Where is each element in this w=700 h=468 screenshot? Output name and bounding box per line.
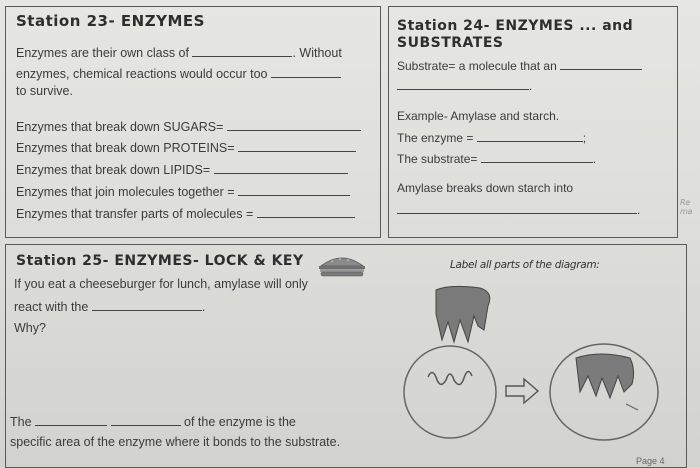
lock-key-diagram	[390, 280, 680, 445]
blank[interactable]	[481, 151, 593, 163]
blank[interactable]	[111, 414, 181, 426]
diagram-label: Label all parts of the diagram:	[450, 259, 600, 271]
s25-line-5: specific area of the enzyme where it bonds to the substrate.	[10, 435, 341, 449]
s24-substrate-def: Substrate= a molecule that an	[397, 58, 642, 73]
page-number: Page 4	[636, 456, 665, 466]
s23-sugars: Enzymes that break down SUGARS=	[16, 119, 361, 134]
substrate-shape	[436, 286, 490, 342]
enzyme-shape	[404, 346, 496, 438]
blank[interactable]	[257, 206, 355, 218]
s24-breaks-down: Amylase breaks down starch into	[397, 181, 574, 195]
blank[interactable]	[35, 414, 107, 426]
blank[interactable]	[227, 119, 361, 131]
s24-breaks-down-2: .	[397, 202, 640, 217]
s23-line-2: enzymes, chemical reactions would occur too	[16, 66, 341, 81]
blank[interactable]	[192, 45, 292, 57]
s23-transfer: Enzymes that transfer parts of molecules =	[16, 206, 355, 221]
enzyme-substrate-complex	[550, 344, 658, 440]
blank[interactable]	[397, 78, 529, 90]
blank[interactable]	[238, 140, 356, 152]
blank[interactable]	[271, 66, 341, 78]
blank[interactable]	[92, 299, 202, 311]
blank[interactable]	[397, 202, 637, 214]
s23-lipids: Enzymes that break down LIPIDS=	[16, 162, 348, 177]
station-23-title: Station 23- ENZYMES	[16, 12, 205, 30]
s24-enzyme: The enzyme = ;	[397, 131, 587, 145]
s23-proteins: Enzymes that break down PROTEINS=	[16, 140, 356, 155]
s25-why: Why?	[14, 321, 46, 335]
arrow-right-icon	[506, 379, 538, 403]
blank[interactable]	[238, 184, 350, 196]
s25-line-1: If you eat a cheeseburger for lunch, amylase will only	[14, 277, 308, 291]
s24-example: Example- Amylase and starch.	[397, 109, 560, 123]
s24-substrate-def-2: .	[397, 78, 532, 93]
s23-line-1: Enzymes are their own class of . Without	[16, 46, 342, 60]
blank[interactable]	[214, 162, 348, 174]
margin-note: Re ma	[680, 198, 693, 216]
blank[interactable]	[560, 58, 642, 70]
s24-substrate: The substrate= .	[397, 152, 597, 166]
blank[interactable]	[477, 130, 583, 142]
burger-icon	[318, 254, 366, 280]
s23-join: Enzymes that join molecules together =	[16, 184, 350, 199]
s25-line-4: The of the enzyme is the	[10, 415, 296, 429]
station-24-title: Station 24- ENZYMES ... and SUBSTRATES	[397, 18, 634, 51]
s25-line-2: react with the .	[14, 300, 206, 314]
s23-line-3: to survive.	[16, 84, 73, 98]
station-25-title: Station 25- ENZYMES- LOCK & KEY	[16, 253, 304, 269]
